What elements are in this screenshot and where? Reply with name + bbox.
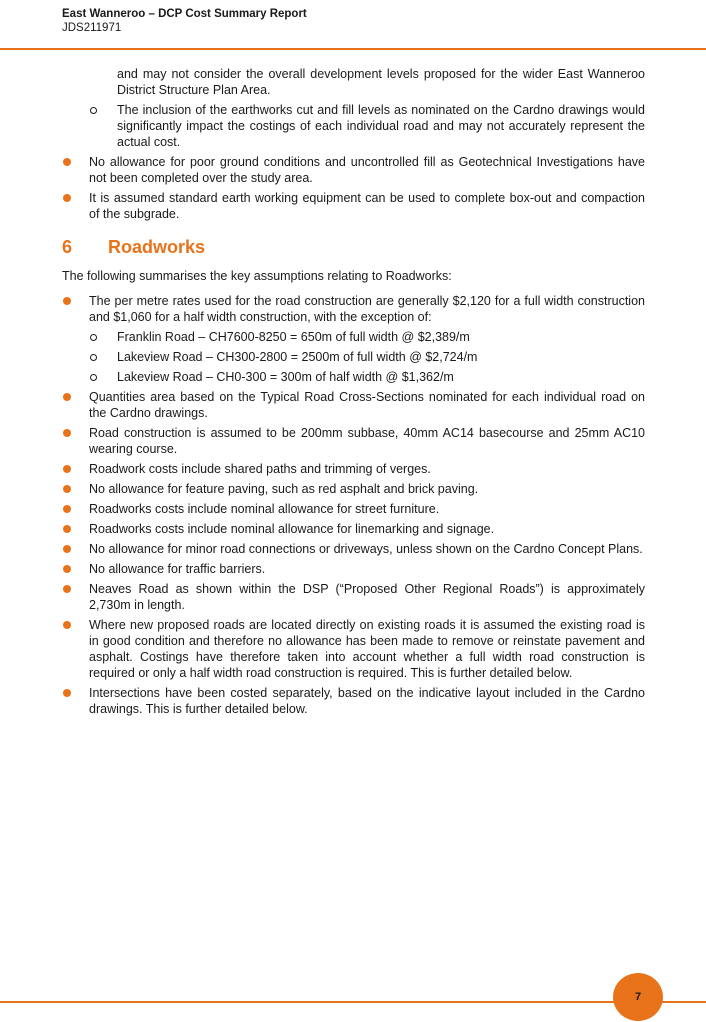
bullet-text: No allowance for feature paving, such as red asphalt and brick paving. (89, 482, 479, 496)
bullet-item (62, 617, 645, 681)
section-title: Roadworks (108, 237, 206, 257)
report-code: JDS211971 (62, 22, 122, 34)
bullet-text: No allowance for traffic barriers. (89, 562, 266, 576)
orange-bullet-icon (63, 485, 71, 493)
orange-bullet-icon (63, 393, 71, 401)
orange-bullet-icon (63, 158, 71, 166)
footer-divider (0, 1001, 706, 1003)
bullet-item (62, 293, 645, 325)
bullet-text: The per metre rates used for the road construction are generally $2,120 for a full width construction and $1,060 for a half width construction, with the exception of: (89, 294, 645, 324)
header-divider (0, 48, 706, 50)
bullet-text: It is assumed standard earth working equipment can be used to complete box-out and compaction of the subgrade. (89, 191, 645, 221)
bullet-text: Intersections have been costed separately, based on the indicative layout included in the Cardno drawings. This is further detailed below. (89, 686, 645, 716)
bullet-item (62, 154, 645, 186)
exception-text: Lakeview Road – CH300-2800 = 2500m of full width @ $2,724/m (117, 350, 478, 364)
bullet-text: Where new proposed roads are located directly on existing roads it is assumed the existing road is in good condition and therefore no allowance has been made to remove or reinstate pavement and asphalt. Costings have therefore taken into account whether a full width road construction is required or only a half width road construction is required. This is further detailed below. (89, 618, 645, 680)
orange-bullet-icon (63, 465, 71, 473)
bullet-item (62, 481, 645, 497)
exception-item (62, 369, 645, 385)
bullet-item (62, 541, 645, 557)
hollow-bullet-icon (90, 107, 97, 114)
bullet-item (62, 685, 645, 717)
exception-item (62, 349, 645, 365)
orange-bullet-icon (63, 585, 71, 593)
sub-bullet-text: The inclusion of the earthworks cut and fill levels as nominated on the Cardno drawings would significantly impact the costings of each individual road and may not accurately represent the actual cost. (117, 103, 645, 149)
bullet-text: Roadwork costs include shared paths and trimming of verges. (89, 462, 431, 476)
orange-bullet-icon (63, 525, 71, 533)
exception-text: Franklin Road – CH7600-8250 = 650m of full width @ $2,389/m (117, 330, 470, 344)
bullet-item (62, 521, 645, 537)
orange-bullet-icon (63, 505, 71, 513)
bullet-item (62, 581, 645, 613)
orange-bullet-icon (63, 545, 71, 553)
bullet-text: No allowance for poor ground conditions and uncontrolled fill as Geotechnical Investigations have not been completed over the study area. (89, 155, 645, 185)
section-number: 6 (62, 237, 73, 257)
bullet-text: Road construction is assumed to be 200mm subbase, 40mm AC14 basecourse and 25mm AC10 wearing course. (89, 426, 645, 456)
bullet-text: Roadworks costs include nominal allowance for linemarking and signage. (89, 522, 495, 536)
bullet-item (62, 425, 645, 457)
bullet-item (62, 190, 645, 222)
bullet-text: Neaves Road as shown within the DSP (“Proposed Other Regional Roads”) is approximately 2,730m in length. (89, 582, 645, 612)
bullet-item (62, 501, 645, 517)
orange-bullet-icon (63, 194, 71, 202)
bullet-item (62, 389, 645, 421)
sub-bullet-item (62, 102, 645, 150)
orange-bullet-icon (63, 689, 71, 697)
orange-bullet-icon (63, 429, 71, 437)
section-heading (62, 236, 645, 258)
bullet-item (62, 461, 645, 477)
exception-text: Lakeview Road – CH0-300 = 300m of half width @ $1,362/m (117, 370, 454, 384)
section-intro: The following summarises the key assumptions relating to Roadworks: (62, 269, 452, 283)
orange-bullet-icon (63, 297, 71, 305)
hollow-bullet-icon (90, 354, 97, 361)
bullet-text: Quantities area based on the Typical Road Cross-Sections nominated for each individual road on the Cardno drawings. (89, 390, 645, 420)
report-title: East Wanneroo – DCP Cost Summary Report (62, 8, 307, 20)
hollow-bullet-icon (90, 374, 97, 381)
page-number-badge (613, 973, 663, 1021)
bullet-item (62, 561, 645, 577)
page-number: 7 (634, 991, 642, 1003)
hollow-bullet-icon (90, 334, 97, 341)
bullet-text: No allowance for minor road connections or driveways, unless shown on the Cardno Concept Plans. (89, 542, 643, 556)
bullet-text: Roadworks costs include nominal allowance for street furniture. (89, 502, 440, 516)
page-header (62, 7, 307, 35)
page-content (62, 66, 645, 721)
orange-bullet-icon (63, 621, 71, 629)
continuation-text: and may not consider the overall development levels proposed for the wider East Wanneroo District Structure Plan Area. (117, 67, 645, 97)
orange-bullet-icon (63, 565, 71, 573)
exception-item (62, 329, 645, 345)
